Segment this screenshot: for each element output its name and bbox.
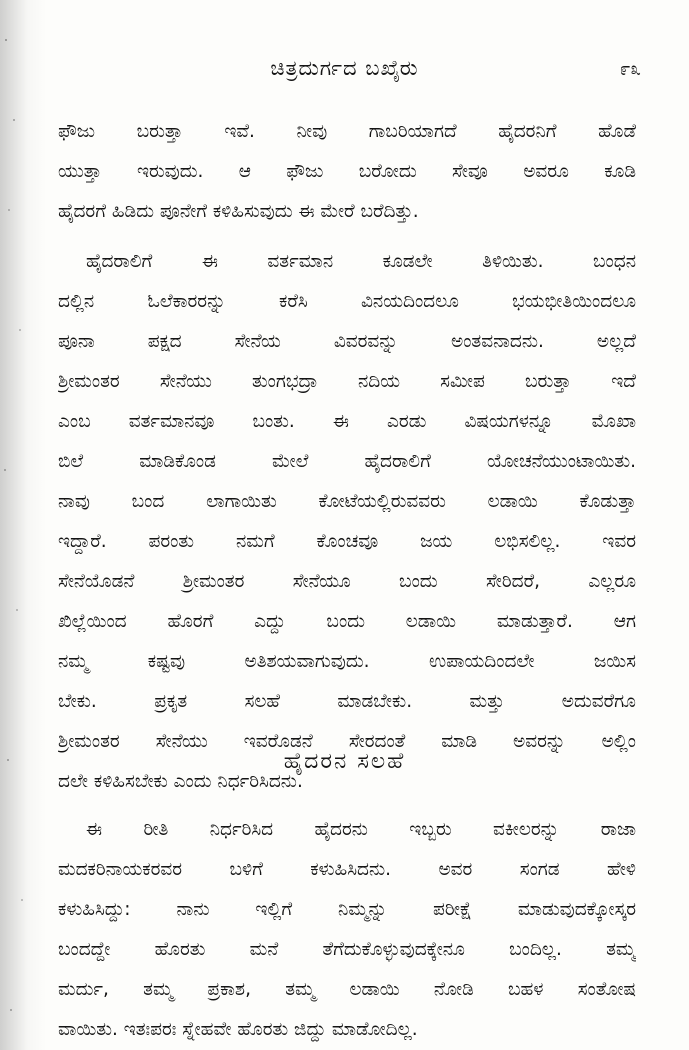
paragraph-2 xyxy=(58,242,636,802)
text-line: ಖಿಲ್ಲೆಯಿಂದ ಹೊರಗೆ ಎದ್ದು ಬಂದು ಲಡಾಯಿ ಮಾಡುತ್ತಾರೆ. ಆಗ xyxy=(58,611,636,632)
text-line: ವಾಯಿತು. ಇತಃಪರಃ ಸ್ನೇಹವೇ ಹೊರತು ಜಿದ್ದು ಮಾಡೋದಿಲ್ಲ. xyxy=(58,1019,418,1040)
page-number: ೯೩ xyxy=(619,58,641,80)
paragraph-3 xyxy=(58,810,636,1050)
text-line: ದಲೇ ಕಳಿಹಿಸಬೇಕು ಎಂದು ನಿರ್ಧರಿಸಿದನು. xyxy=(58,771,303,792)
text-line: ಇದ್ದಾರೆ. ಪರಂತು ನಮಗೆ ಕೊಂಚವೂ ಜಯ ಲಭಿಸಲಿಲ್ಲ. ಇವರ xyxy=(58,531,636,552)
text-line: ನಮ್ಮ ಕಷ್ಟವು ಅತಿಶಯವಾಗುವುದು. ಉಪಾಯದಿಂದಲೇ ಜಯಿಸ xyxy=(58,651,636,672)
text-line: ಬಂದದ್ದೇ ಹೊರತು ಮನೆ ತೆಗೆದುಕೊಳ್ಳುವುದಕ್ಕೇನೂ ಬಂದಿಲ್ಲ. ತಮ್ಮ xyxy=(58,939,636,960)
text-line: ಮದಕರಿನಾಯಕರವರ ಬಳಿಗೆ ಕಳುಹಿಸಿದನು. ಅವರ ಸಂಗಡ ಹೇಳಿ xyxy=(58,859,636,880)
section-heading: ಹೈದರನ ಸಲಹೆ xyxy=(283,749,406,774)
text-line: ನಾವು ಬಂದ ಲಾಗಾಯಿತು ಕೋಟೆಯಲ್ಲಿರುವವರು ಲಡಾಯಿ ಕೊಡುತ್ತಾ xyxy=(58,491,636,512)
text-line: ದಲ್ಲಿನ ಓಲೆಕಾರರನ್ನು ಕರೆಸಿ ವಿನಯದಿಂದಲೂ ಭಯಭೀತಿಯಿಂದಲೂ xyxy=(58,291,636,312)
page-header xyxy=(0,52,689,86)
text-line: ಈ ರೀತಿ ನಿರ್ಧರಿಸಿದ ಹೈದರನು ಇಬ್ಬರು ವಕೀಲರನ್ನು ರಾಜಾ xyxy=(86,819,636,840)
scan-speckle xyxy=(0,0,40,1050)
text-line: ಫೌಜು ಬರುತ್ತಾ ಇವೆ. ನೀವು ಗಾಬರಿಯಾಗದೆ ಹೈದರನಿಗೆ ಹೊಡೆ xyxy=(58,121,636,142)
text-line: ಶ್ರೀಮಂತರ ಸೇನೆಯು ತುಂಗಭದ್ರಾ ನದಿಯ ಸಮೀಪ ಬರುತ್ತಾ ಇದೆ xyxy=(58,371,636,392)
text-line: ಕಳುಹಿಸಿದ್ದು: ನಾನು ಇಲ್ಲಿಗೆ ನಿಮ್ಮನ್ನು ಪರೀಕ್ಷೆ ಮಾಡುವುದಕ್ಕೋಸ್ಕರ xyxy=(58,899,636,920)
text-line: ಬಿಲೆ ಮಾಡಿಕೊಂಡ ಮೇಲೆ ಹೈದರಾಲಿಗೆ ಯೋಚನೆಯುಂಟಾಯಿತು. xyxy=(58,451,636,472)
text-line: ಸೇನೆಯೊಡನೆ ಶ್ರೀಮಂತರ ಸೇನೆಯೂ ಬಂದು ಸೇರಿದರೆ, ಎಲ್ಲರೂ xyxy=(58,571,636,592)
text-line: ಹೈದರಗೆ ಹಿಡಿದು ಪೂನೇಗೆ ಕಳಿಹಿಸುವುದು ಈ ಮೇರೆ ಬರೆದಿತ್ತು. xyxy=(58,201,419,222)
text-line: ಮರ್ದು, ತಮ್ಮ ಪ್ರಕಾಶ, ತಮ್ಮ ಲಡಾಯಿ ನೋಡಿ ಬಹಳ ಸಂತೋಷ xyxy=(58,979,636,1000)
text-line: ಎಂಬ ವರ್ತಮಾನವೂ ಬಂತು. ಈ ಎರಡು ವಿಷಯಗಳನ್ನೂ ಮೊಖಾ xyxy=(58,411,636,432)
text-line: ಹೈದರಾಲಿಗೆ ಈ ವರ್ತಮಾನ ಕೂಡಲೇ ತಿಳಿಯಿತು. ಬಂಧನ xyxy=(86,251,636,272)
paragraph-1 xyxy=(58,112,636,232)
text-line: ಯುತ್ತಾ ಇರುವುದು. ಆ ಫೌಜು ಬರೋದು ಸೇವೂ ಅವರೂ ಕೂಡಿ xyxy=(58,161,636,182)
text-line: ಪೂನಾ ಪಕ್ಷದ ಸೇನೆಯ ವಿವರವನ್ನು ಅಂತವನಾದನು. ಅಲ್ಲದೆ xyxy=(58,331,636,352)
running-title: ಚಿತ್ರದುರ್ಗದ ಬಖೈರು xyxy=(270,56,419,80)
text-line: ಬೇಕು. ಪ್ರಕೃತ ಸಲಹೆ ಮಾಡಬೇಕು. ಮತ್ತು ಅದುವರೆಗೂ xyxy=(58,691,636,712)
text-line: ಶ್ರೀಮಂತರ ಸೇನೆಯು ಇವರೊಡನೆ ಸೇರದಂತೆ ಮಾಡಿ ಅವರನ್ನು ಅಲ್ಲಿಂ xyxy=(58,731,636,752)
